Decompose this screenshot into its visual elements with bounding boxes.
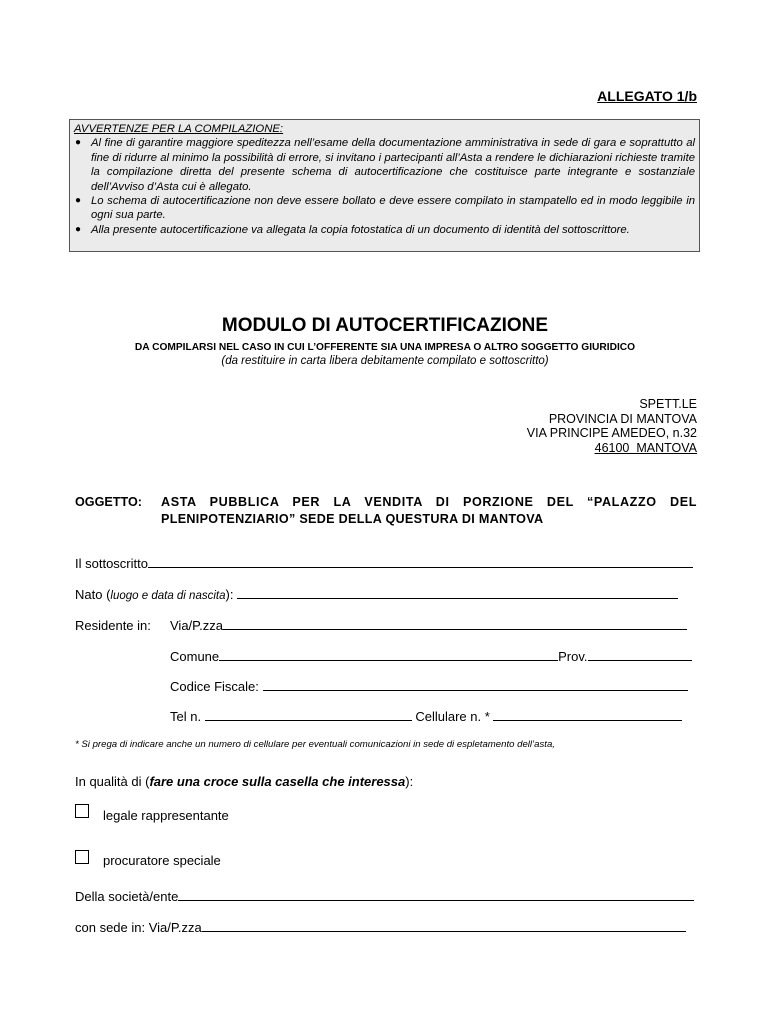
codice-fiscale-row <box>170 679 688 694</box>
form-subnote: (da restituire in carta libera debitamente compilato e sottoscritto) <box>221 355 549 367</box>
footnote: * Si prega di indicare anche un numero di cellulare per eventuali comunicazioni in sede di espletamento dell’asta, <box>75 739 555 750</box>
nato-hint: luogo e data di nascita <box>110 590 226 602</box>
nato-close: ): <box>225 587 234 602</box>
warnings-box <box>69 119 700 252</box>
qualita-row <box>75 774 413 789</box>
qualita-prefix: In qualità di ( <box>75 774 150 789</box>
via-row <box>170 618 687 633</box>
allegato-label: ALLEGATO 1/b <box>597 88 697 104</box>
form-subtitle: DA COMPILARSI NEL CASO IN CUI L’OFFERENTE SIA UNA IMPRESA O ALTRO SOGGETTO GIURIDICO <box>134 342 636 353</box>
residente-label: Residente in: <box>75 618 151 633</box>
via-input-line[interactable] <box>223 628 687 630</box>
sottoscritto-input-line[interactable] <box>148 566 693 568</box>
warning-text: Alla presente autocertificazione va allegata la copia fotostatica di un documento di identità del sottoscrittore. <box>91 223 630 236</box>
comune-label: Comune <box>170 649 220 664</box>
bullet-icon: ● <box>75 223 82 235</box>
sottoscritto-row <box>75 556 693 571</box>
subject-label: OGGETTO: <box>75 495 142 509</box>
via-label: Via/P.zza <box>170 618 224 633</box>
societa-input-line[interactable] <box>178 899 694 901</box>
nato-label: Nato ( <box>75 587 111 602</box>
qualita-suffix: ): <box>405 774 414 789</box>
legale-rappresentante-checkbox[interactable] <box>75 804 89 818</box>
warning-text: Al fine di garantire maggiore speditezza nell’esame della documentazione amministrativa in sede di gara e soprattutto al fine di ridurre al minimo la possibilità di errore, si invitano i partecipanti all’Asta a rendere le dichiarazioni richieste tramite la compilazione diretta del presente schema di autocertificazione che costituisce parte integrante e sostanziale dell’Avviso d’Asta cui è allegato. <box>91 137 695 193</box>
bullet-icon: ● <box>75 195 82 207</box>
codice-fiscale-input-line[interactable] <box>263 689 688 691</box>
societa-row <box>75 889 694 904</box>
tel-input-line[interactable] <box>205 719 412 721</box>
cellulare-input-line[interactable] <box>493 719 682 721</box>
warning-item <box>74 223 695 237</box>
form-title: MODULO DI AUTOCERTIFICAZIONE <box>221 315 549 336</box>
sede-label: con sede in: Via/P.zza <box>75 920 202 935</box>
tel-row <box>170 709 682 724</box>
cellulare-label: Cellulare n. * <box>415 709 490 724</box>
warnings-list <box>74 136 695 237</box>
sottoscritto-label: Il sottoscritto <box>75 556 148 571</box>
nato-row <box>75 587 678 602</box>
qualita-emphasis: fare una croce sulla casella che interessa <box>149 774 406 789</box>
comune-input-line[interactable] <box>219 659 558 661</box>
recipient-line: 46100 MANTOVA <box>594 440 697 455</box>
warnings-title: AVVERTENZE PER LA COMPILAZIONE: <box>74 123 284 135</box>
tel-label: Tel n. <box>170 709 202 724</box>
prov-input-line[interactable] <box>588 659 692 661</box>
legale-rappresentante-label: legale rappresentante <box>103 808 229 823</box>
subject-text-line2: PLENIPOTENZIARIO” SEDE DELLA QUESTURA DI MANTOVA <box>161 512 544 526</box>
codice-fiscale-label: Codice Fiscale: <box>170 679 259 694</box>
procuratore-speciale-checkbox[interactable] <box>75 850 89 864</box>
warning-text: Lo schema di autocertificazione non deve essere bollato e deve essere compilato in stampatello ed in modo leggibile in ogni sua parte. <box>91 195 695 222</box>
societa-label: Della società/ente <box>75 889 179 904</box>
recipient-line: VIA PRINCIPE AMEDEO, n.32 <box>526 426 697 441</box>
warning-item <box>74 136 695 194</box>
subject-block <box>75 494 697 528</box>
recipient-line: SPETT.LE <box>639 397 697 411</box>
recipient-line: PROVINCIA DI MANTOVA <box>548 411 697 426</box>
sede-input-line[interactable] <box>202 930 686 932</box>
bullet-icon: ● <box>75 137 82 149</box>
subject-text-line1: ASTA PUBBLICA PER LA VENDITA DI PORZIONE DEL “PALAZZO DEL <box>161 495 697 509</box>
nato-input-line[interactable] <box>237 597 678 599</box>
sede-row <box>75 920 686 935</box>
warning-item <box>74 194 695 223</box>
comune-row <box>170 649 692 664</box>
prov-label: Prov. <box>558 649 588 664</box>
recipient-address <box>527 397 697 455</box>
procuratore-speciale-label: procuratore speciale <box>103 853 221 868</box>
